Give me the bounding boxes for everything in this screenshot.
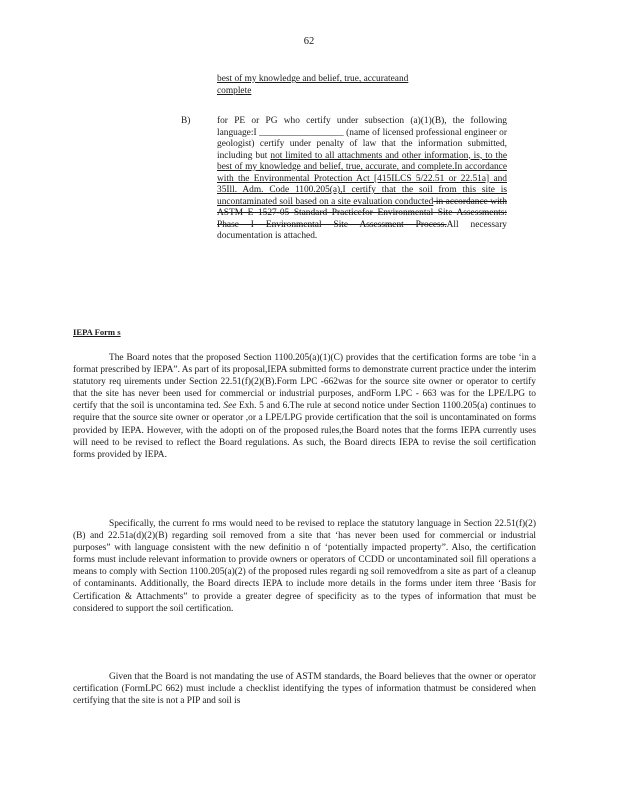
paragraph-1 (73, 352, 536, 461)
paragraph-1-a: The Board notes that the proposed Section 1100.205(a)(1)(C) provides that the certification forms are tobe ‘in a format prescribed by IEPA”. As part of its proposal,IEPA submitted forms to demonstrate current practice under the interim statutory req uirements under Section 22.51(f)(2)(B).Form LPC -662was for the source site owner or operator to certify that the site has never been used for commercial or industrial purposes, andForm LPC - 663 was for the LPE/LPG to certify that the soil is uncontamina ted. (73, 353, 536, 412)
item-b-seg5: All necessary documentation is attached. (217, 219, 507, 241)
paragraph-3: Given that the Board is not mandating the use of ASTM standards, the Board believes that the owner or operator certification (FormLPC 662) must include a checklist identifying the types of information thatmust be considered when certifying that the site is not a PIP and soil is (73, 672, 536, 707)
continuation-line-1: best of my knowledge and belief, true, accurateand (217, 74, 409, 84)
item-b-seg2: (name of licensed professional engineer or geologist) certify under penalty of law that the information submitted, including but (217, 127, 507, 161)
item-b-text (217, 116, 507, 243)
item-b-struck: in accordance with ASTM E 1527-05 Standard Practicefor Environmental Site Assessments: Phase I Environmental Site Assessment Process. (217, 196, 507, 230)
continuation-line-2: complete (217, 86, 252, 96)
item-b-seg1: for PE or PG who certify under subsection (a)(1)(B), the following language:I (217, 116, 507, 138)
paragraph-1-b: Exh. 5 and 6.The rule at second notice under Section 1100.205(a) continues to require that the source site owner or operator ,or a LPE/LPG provide certification that the soil is uncontaminated on forms provided by IEPA. However, with the adopti on of the proposed rules,the Board notes that the forms IEPA currently uses will need to be revised to reflect the Board regulations. As such, the Board directs IEPA to revise the soil certification forms provided by IEPA. (73, 401, 536, 460)
name-blank: __________________ (259, 127, 344, 138)
item-b-underlined: not limited to all attachments and other information, is, to the best of my knowledge and belief, true, accurate, and complete.In accordance with the Environmental Protection Act [415ILCS 5/22.51 or 22.51a] and 35Ill. Adm. Code 1100.205(a),I certify that the soil from this site is uncontaminated soil based on a site evaluation conducted (217, 150, 507, 207)
paragraph-2: Specifically, the current fo rms would need to be revised to replace the statutory language in Section 22.51(f)(2)(B) and 22.51a(d)(2)(B) regarding soil removed from a site that ‘has never been used for commercial or industrial purposes” with language consistent with the new definitio n of ‘potentially impacted property”. Also, the certification forms must include relevant information to provide owners or operators of CCDD or uncontaminated soil fill operations a means to comply with Section 1100.205(a)(2) of the proposed rules regardi ng soil removedfrom a site as part of a cleanup of contaminants. Additionally, the Board directs IEPA to include more details in the forms under item three ‘Basis for Certification & Attachments” to provide a greater degree of specificity as to the types of information that must be considered to support the soil certification. (73, 519, 536, 614)
see-citation: See (223, 401, 237, 412)
section-heading: IEPA Form s (73, 327, 121, 337)
page-number: 62 (303, 36, 315, 47)
continuation-text (217, 73, 507, 97)
item-b-label: B) (181, 116, 191, 126)
